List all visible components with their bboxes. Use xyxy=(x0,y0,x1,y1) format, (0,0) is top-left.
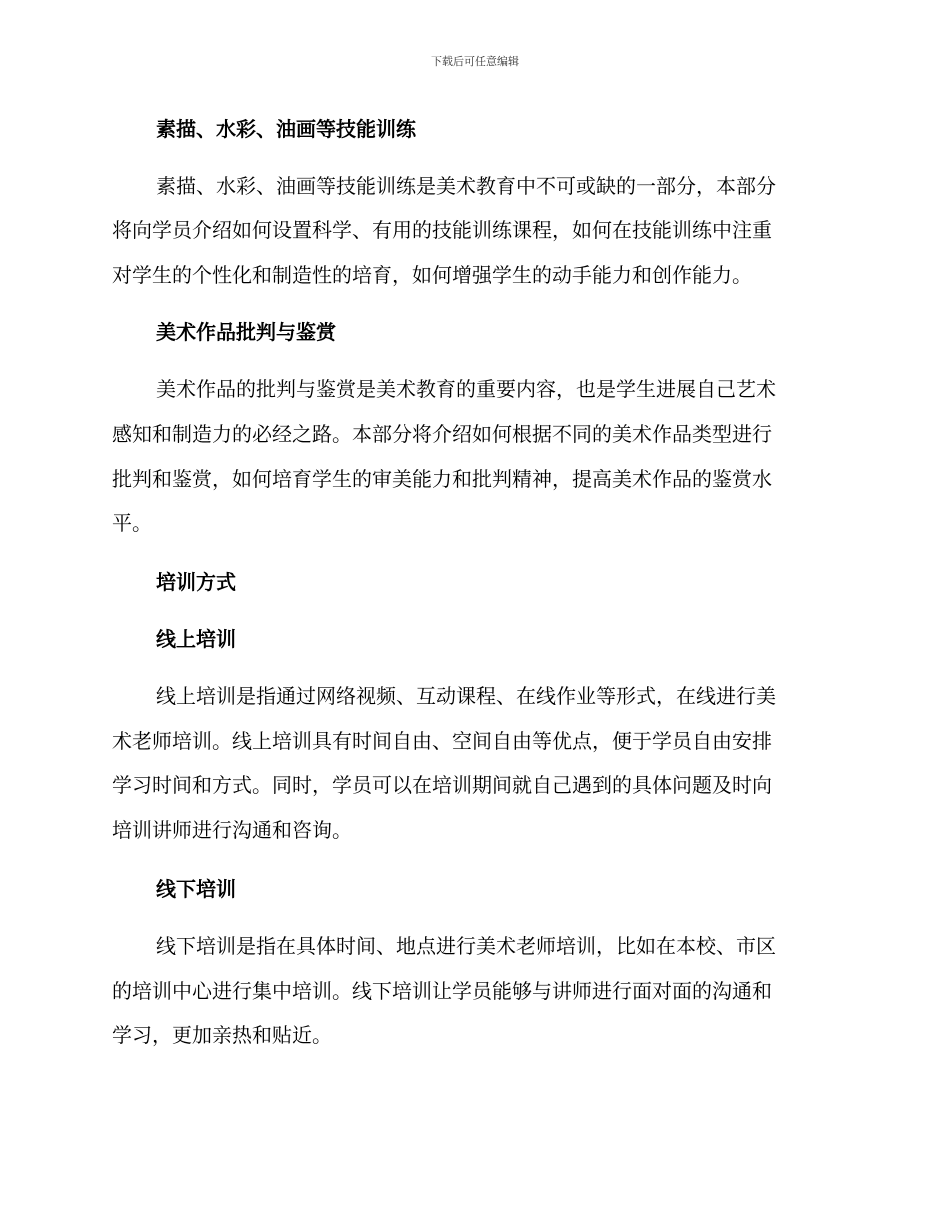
paragraph-line: 将向学员介绍如何设置科学、有用的技能训练课程，如何在技能训练中注重 xyxy=(112,218,772,242)
section-heading: 线上培训 xyxy=(156,627,236,651)
section-heading: 线下培训 xyxy=(156,877,236,901)
paragraph-line: 学习时间和方式。同时，学员可以在培训期间就自己遇到的具体问题及时向 xyxy=(112,773,772,797)
section-heading: 美术作品批判与鉴赏 xyxy=(156,320,336,344)
section-heading: 培训方式 xyxy=(156,570,236,594)
paragraph-line: 术老师培训。线上培训具有时间自由、空间自由等优点，便于学员自由安排 xyxy=(112,729,772,753)
paragraph-line: 批判和鉴赏，如何培育学生的审美能力和批判精神，提高美术作品的鉴赏水 xyxy=(112,467,772,491)
paragraph-line: 素描、水彩、油画等技能训练是美术教育中不可或缺的一部分，本部分 xyxy=(156,174,776,198)
paragraph-line: 培训讲师进行沟通和咨询。 xyxy=(112,818,352,842)
paragraph-line: 平。 xyxy=(112,511,152,535)
paragraph-line: 感知和制造力的必经之路。本部分将介绍如何根据不同的美术作品类型进行 xyxy=(112,422,772,446)
paragraph-line: 对学生的个性化和制造性的培育，如何增强学生的动手能力和创作能力。 xyxy=(112,263,752,287)
section-heading: 素描、水彩、油画等技能训练 xyxy=(156,117,416,141)
paragraph-line: 线下培训是指在具体时间、地点进行美术老师培训，比如在本校、市区 xyxy=(156,934,776,958)
paragraph-line: 线上培训是指通过网络视频、互动课程、在线作业等形式，在线进行美 xyxy=(156,684,776,708)
paragraph-line: 的培训中心进行集中培训。线下培训让学员能够与讲师进行面对面的沟通和 xyxy=(112,979,772,1003)
paragraph-line: 美术作品的批判与鉴赏是美术教育的重要内容，也是学生进展自己艺术 xyxy=(156,377,776,401)
paragraph-line: 学习，更加亲热和贴近。 xyxy=(112,1023,332,1047)
page-header: 下载后可任意编辑 xyxy=(431,55,519,68)
